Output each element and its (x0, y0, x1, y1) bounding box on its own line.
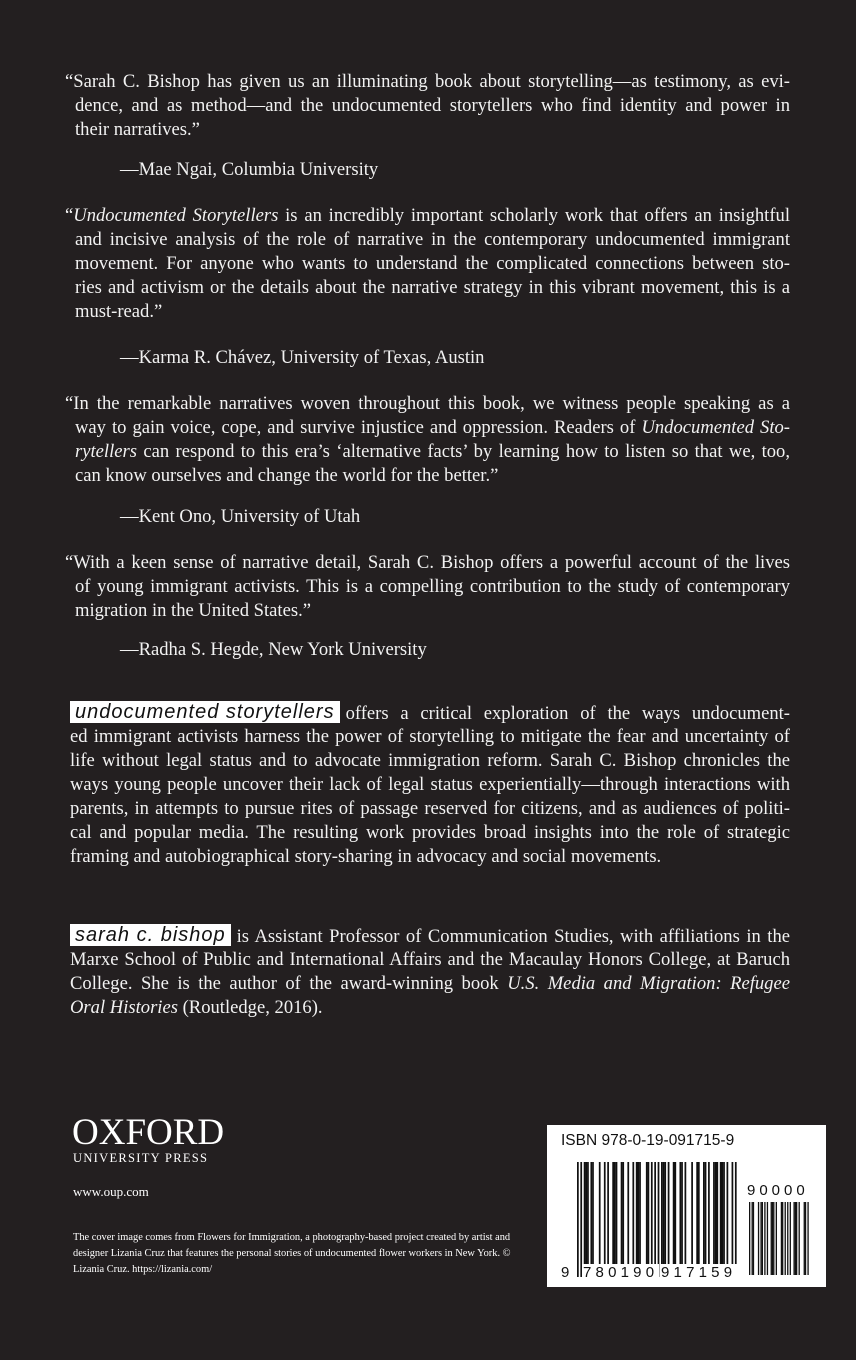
addon-bar (782, 1202, 783, 1275)
text-segment: their narratives.” (75, 119, 200, 140)
barcode-bar (636, 1162, 638, 1265)
barcode-bar (705, 1162, 707, 1265)
italic-text: Oral Histories (70, 997, 178, 1018)
addon-bar (807, 1202, 808, 1275)
bio-line (70, 972, 790, 996)
barcode-bar (723, 1162, 725, 1265)
barcode-first-digit: 9 (561, 1264, 574, 1281)
text-segment: College. She is the author of the award-winning book (70, 973, 508, 994)
title-label: undocumented storytellers (70, 701, 340, 723)
text-segment: “ (65, 205, 74, 226)
text-segment: can know ourselves and change the world for the better.” (75, 465, 499, 486)
blurb-attribution (120, 505, 790, 529)
barcode-bar (713, 1162, 715, 1265)
bio-line (70, 996, 790, 1020)
addon-bar (804, 1202, 805, 1275)
bio-line (70, 948, 790, 972)
blurb-attribution (120, 158, 790, 182)
text-segment: can respond to this era’s ‘alternative facts’ by learning how to listen so that we, too, (136, 441, 790, 462)
barcode-bar (587, 1162, 589, 1265)
blurb-line (65, 392, 790, 416)
barcode-bar (679, 1162, 681, 1265)
barcode-bar (648, 1162, 650, 1265)
barcode-bar (654, 1162, 656, 1277)
addon-bar (767, 1202, 768, 1275)
blurb-line (75, 94, 790, 118)
barcode-bar (612, 1162, 614, 1265)
blurb-line (75, 575, 790, 599)
blurb-line (75, 416, 790, 440)
barcode-bar (721, 1162, 723, 1265)
barcode-bar (614, 1162, 616, 1265)
text-segment: movement. For anyone who wants to understand the complicated connections between sto- (75, 253, 790, 274)
addon-bar (773, 1202, 774, 1275)
text-segment: and incisive analysis of the role of narrative in the contemporary undocumented immigrant (75, 229, 790, 250)
italic-text: rytellers (75, 441, 137, 462)
addon-bar (764, 1202, 765, 1275)
text-segment: dence, and as method—and the undocumented storytellers who find identity and power in (75, 95, 790, 116)
addon-bar (752, 1202, 753, 1275)
barcode-bar (674, 1162, 676, 1265)
text-segment: ed immigrant activists harness the power of storytelling to mitigate the fear and uncertainty of (70, 726, 790, 747)
barcode-bar (639, 1162, 641, 1265)
addon-bar (781, 1202, 782, 1275)
barcode-bar (663, 1162, 665, 1265)
italic-text: Undocumented Sto- (641, 417, 790, 438)
barcode-bar (651, 1162, 653, 1265)
addon-bar (749, 1202, 750, 1275)
text-segment: offers a critical exploration of the ways undocument- (345, 703, 790, 724)
description-line (70, 797, 790, 821)
italic-text: U.S. Media and Migration: Refugee (507, 973, 790, 994)
barcode-bar (658, 1162, 660, 1277)
barcode-bar (627, 1162, 629, 1265)
blurb-line (75, 228, 790, 252)
publisher-url[interactable]: www.oup.com (73, 1184, 149, 1199)
description-line (70, 821, 790, 845)
barcode-bar (673, 1162, 675, 1265)
publisher-subtitle: UNIVERSITY PRESS (73, 1151, 209, 1165)
blurb-line (65, 70, 790, 94)
addon-digits: 90000 (747, 1182, 809, 1199)
blurb-line (75, 276, 790, 300)
barcode-bar (664, 1162, 666, 1265)
addon-bar (799, 1202, 800, 1275)
barcode-bar (622, 1162, 624, 1265)
barcode-bar (696, 1162, 698, 1265)
barcode-bar (577, 1162, 579, 1277)
blurb-line (75, 464, 790, 488)
addon-bar (785, 1202, 786, 1275)
barcode (547, 1125, 826, 1287)
barcode-box (547, 1125, 826, 1287)
barcode-bar (646, 1162, 648, 1265)
addon-bar (762, 1202, 763, 1275)
blurb-line (75, 300, 790, 324)
description-line (70, 773, 790, 797)
italic-text: Undocumented Storytellers (73, 205, 279, 226)
addon-bar (753, 1202, 754, 1275)
blurb-line (75, 599, 790, 623)
barcode-bar (585, 1162, 587, 1265)
barcode-bar (632, 1162, 634, 1265)
text-segment: ries and activism or the details about the narrative strategy in this vibrant movement, this is a (75, 277, 790, 298)
text-segment: —Radha S. Hegde, New York University (120, 639, 427, 660)
text-segment: “In the remarkable narratives woven throughout this book, we witness people speaking as a (65, 393, 790, 414)
addon-bar (805, 1202, 806, 1275)
addon-bar (793, 1202, 794, 1275)
addon-bar (771, 1202, 772, 1275)
text-segment: is Assistant Professor of Communication Studies, with affiliations in the (236, 926, 790, 947)
addon-bar (790, 1202, 791, 1275)
blurb-line (65, 204, 790, 228)
text-segment: —Mae Ngai, Columbia University (120, 159, 379, 180)
barcode-bar (715, 1162, 717, 1265)
text-segment: framing and autobiographical story-sharing in advocacy and social movements. (70, 846, 662, 867)
barcode-bar (716, 1162, 718, 1265)
barcode-bar (580, 1162, 582, 1277)
text-segment: “Sarah C. Bishop has given us an illuminating book about storytelling—as testimony, as evi- (65, 71, 790, 92)
description-line (70, 749, 790, 773)
text-segment: life without legal status and to advocate immigration reform. Sarah C. Bishop chronicles the (70, 750, 790, 771)
barcode-bar (621, 1162, 623, 1265)
text-segment: is an incredibly important scholarly work that offers an insightful (278, 205, 790, 226)
addon-bar (760, 1202, 761, 1275)
description-line (70, 701, 790, 725)
barcode-bar (681, 1162, 683, 1265)
barcode-bar (592, 1162, 594, 1265)
bio-line (70, 924, 790, 948)
blurb-line (75, 440, 790, 464)
text-segment: ways young people uncover their lack of legal status experientially—through interactions with (70, 774, 790, 795)
description-line (70, 725, 790, 749)
text-segment: —Kent Ono, University of Utah (120, 506, 361, 527)
blurb-line (75, 118, 790, 142)
barcode-bar (708, 1162, 710, 1265)
text-segment: (Routledge, 2016). (177, 997, 323, 1018)
barcode-bar (661, 1162, 663, 1265)
addon-bar (776, 1202, 777, 1275)
barcode-bar (607, 1162, 609, 1265)
barcode-bar (604, 1162, 606, 1265)
description-line (70, 845, 790, 869)
barcode-bar (599, 1162, 601, 1265)
barcode-bar (584, 1162, 586, 1265)
text-segment: way to gain voice, cope, and survive injustice and oppression. Readers of (75, 417, 642, 438)
barcode-bar (698, 1162, 700, 1265)
blurb-attribution (120, 638, 790, 662)
barcode-bar (685, 1162, 687, 1265)
barcode-bar (590, 1162, 592, 1265)
blurb-line (75, 252, 790, 276)
addon-bar (796, 1202, 797, 1275)
title-label: sarah c. bishop (70, 924, 231, 946)
barcode-bar (727, 1162, 729, 1265)
text-segment: parents, in attempts to pursue rites of passage reserved for citizens, and as audiences of politi- (70, 798, 790, 819)
blurb-attribution (120, 346, 790, 370)
text-segment: migration in the United States.” (75, 600, 311, 621)
text-segment: “With a keen sense of narrative detail, Sarah C. Bishop offers a powerful account of the lives (65, 552, 790, 573)
text-segment: cal and popular media. The resulting work provides broad insights into the role of strategic (70, 822, 790, 843)
isbn-label: ISBN 978-0-19-091715-9 (561, 1132, 735, 1149)
barcode-bar (720, 1162, 722, 1265)
text-segment: of young immigrant activists. This is a compelling contribution to the study of contemporary (75, 576, 790, 597)
addon-bar (787, 1202, 788, 1275)
addon-bar (772, 1202, 773, 1275)
barcode-left-digits: 780190 (583, 1264, 659, 1281)
addon-bar (795, 1202, 796, 1275)
barcode-bar (637, 1162, 639, 1265)
blurb-line (65, 551, 790, 575)
addon-bar (758, 1202, 759, 1275)
barcode-bar (691, 1162, 693, 1265)
text-segment: —Karma R. Chávez, University of Texas, Austin (120, 347, 485, 368)
text-segment: must-read.” (75, 301, 163, 322)
cover-credit: The cover image comes from Flowers for Immigration, a photography-based project created by artist and designer Lizania Cruz that features the personal stories of undocumented flower workers in New York. © Lizania Cruz. https://lizania.com/ (73, 1232, 511, 1275)
text-segment: Marxe School of Public and International Affairs and the Macaulay Honors College, at Baruch (70, 949, 790, 970)
barcode-right-digits: 917159 (661, 1264, 737, 1281)
barcode-bar (735, 1162, 737, 1277)
barcode-bar (703, 1162, 705, 1265)
barcode-bar (668, 1162, 670, 1265)
barcode-bar (732, 1162, 734, 1277)
publisher-logo: OXFORD (72, 1112, 225, 1153)
barcode-bar (616, 1162, 618, 1265)
